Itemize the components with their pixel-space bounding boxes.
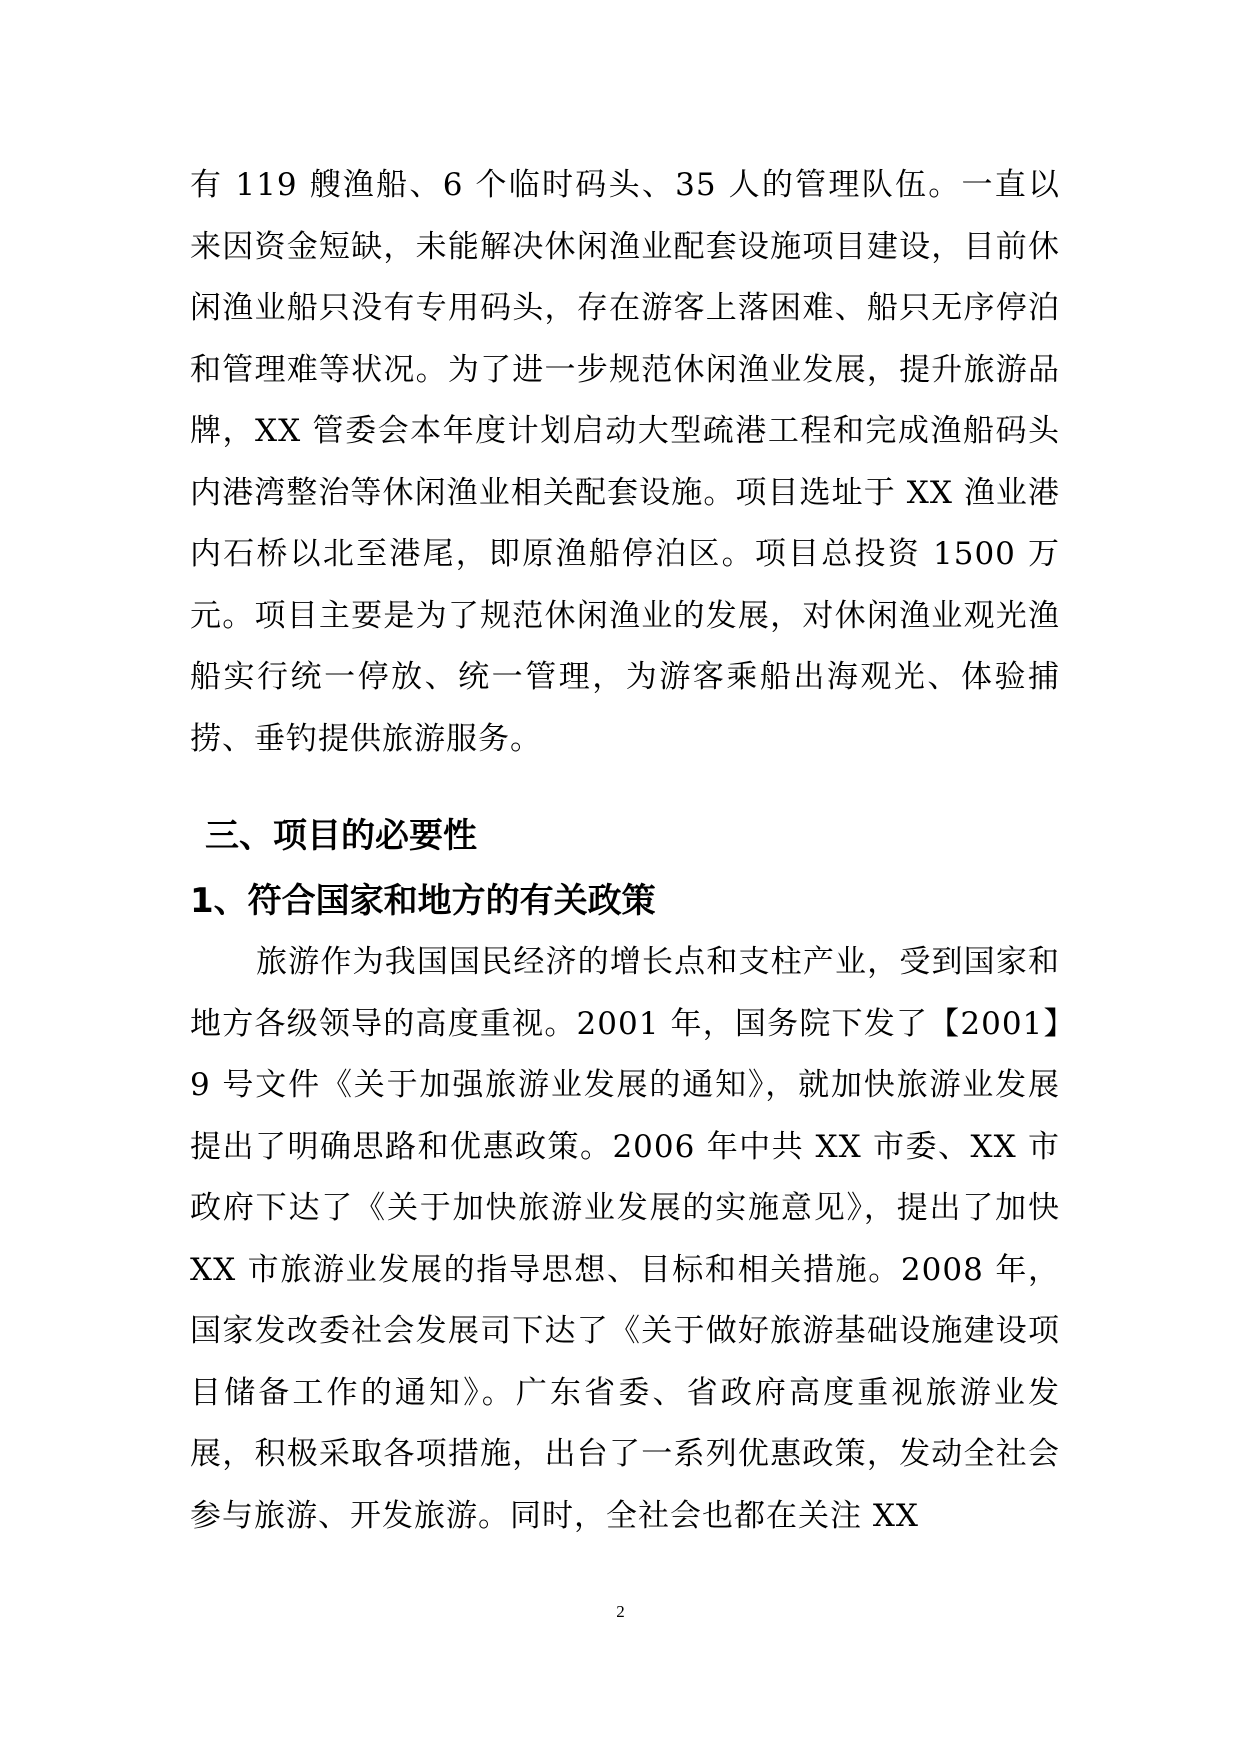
body-paragraph: 旅游作为我国国民经济的增长点和支柱产业，受到国家和地方各级领导的高度重视。2001 年，国务院下发了【2001】9 号文件《关于加强旅游业发展的通知》，就加快旅游业发展提出了明确思路和优惠政策。2006 年中共 XX 市委、XX 市政府下达了《关于加快旅游业发展的实施意见》，提出了加快 XX 市旅游业发展的指导思想、目标和相关措施。2008 年，国家发改委社会发展司下达了《关于做好旅游基础设施建设项目储备工作的通知》。广东省委、省政府高度重视旅游业发展，积极采取各项措施，出台了一系列优惠政策，发动全社会参与旅游、开发旅游。同时，全社会也都在关注 XX [190,944,1060,1534]
body-paragraph: 有 119 艘渔船、6 个临时码头、35 人的管理队伍。一直以来因资金短缺，未能解决休闲渔业配套设施项目建设，目前休闲渔业船只没有专用码头，存在游客上落困难、船只无序停泊和管理难等状况。为了进一步规范休闲渔业发展，提升旅游品牌，XX 管委会本年度计划启动大型疏港工程和完成渔船码头内港湾整治等休闲渔业相关配套设施。项目选址于 XX 渔业港内石桥以北至港尾，即原渔船停泊区。项目总投资 1500 万元。项目主要是为了规范休闲渔业的发展，对休闲渔业观光渔船实行统一停放、统一管理，为游客乘船出海观光、体验捕捞、垂钓提供旅游服务。 [190,167,1060,757]
page-number: 2 [616,1602,625,1621]
section-heading: 三、项目的必要性 [205,816,477,856]
subsection-heading: 1、符合国家和地方的有关政策 [190,881,656,921]
